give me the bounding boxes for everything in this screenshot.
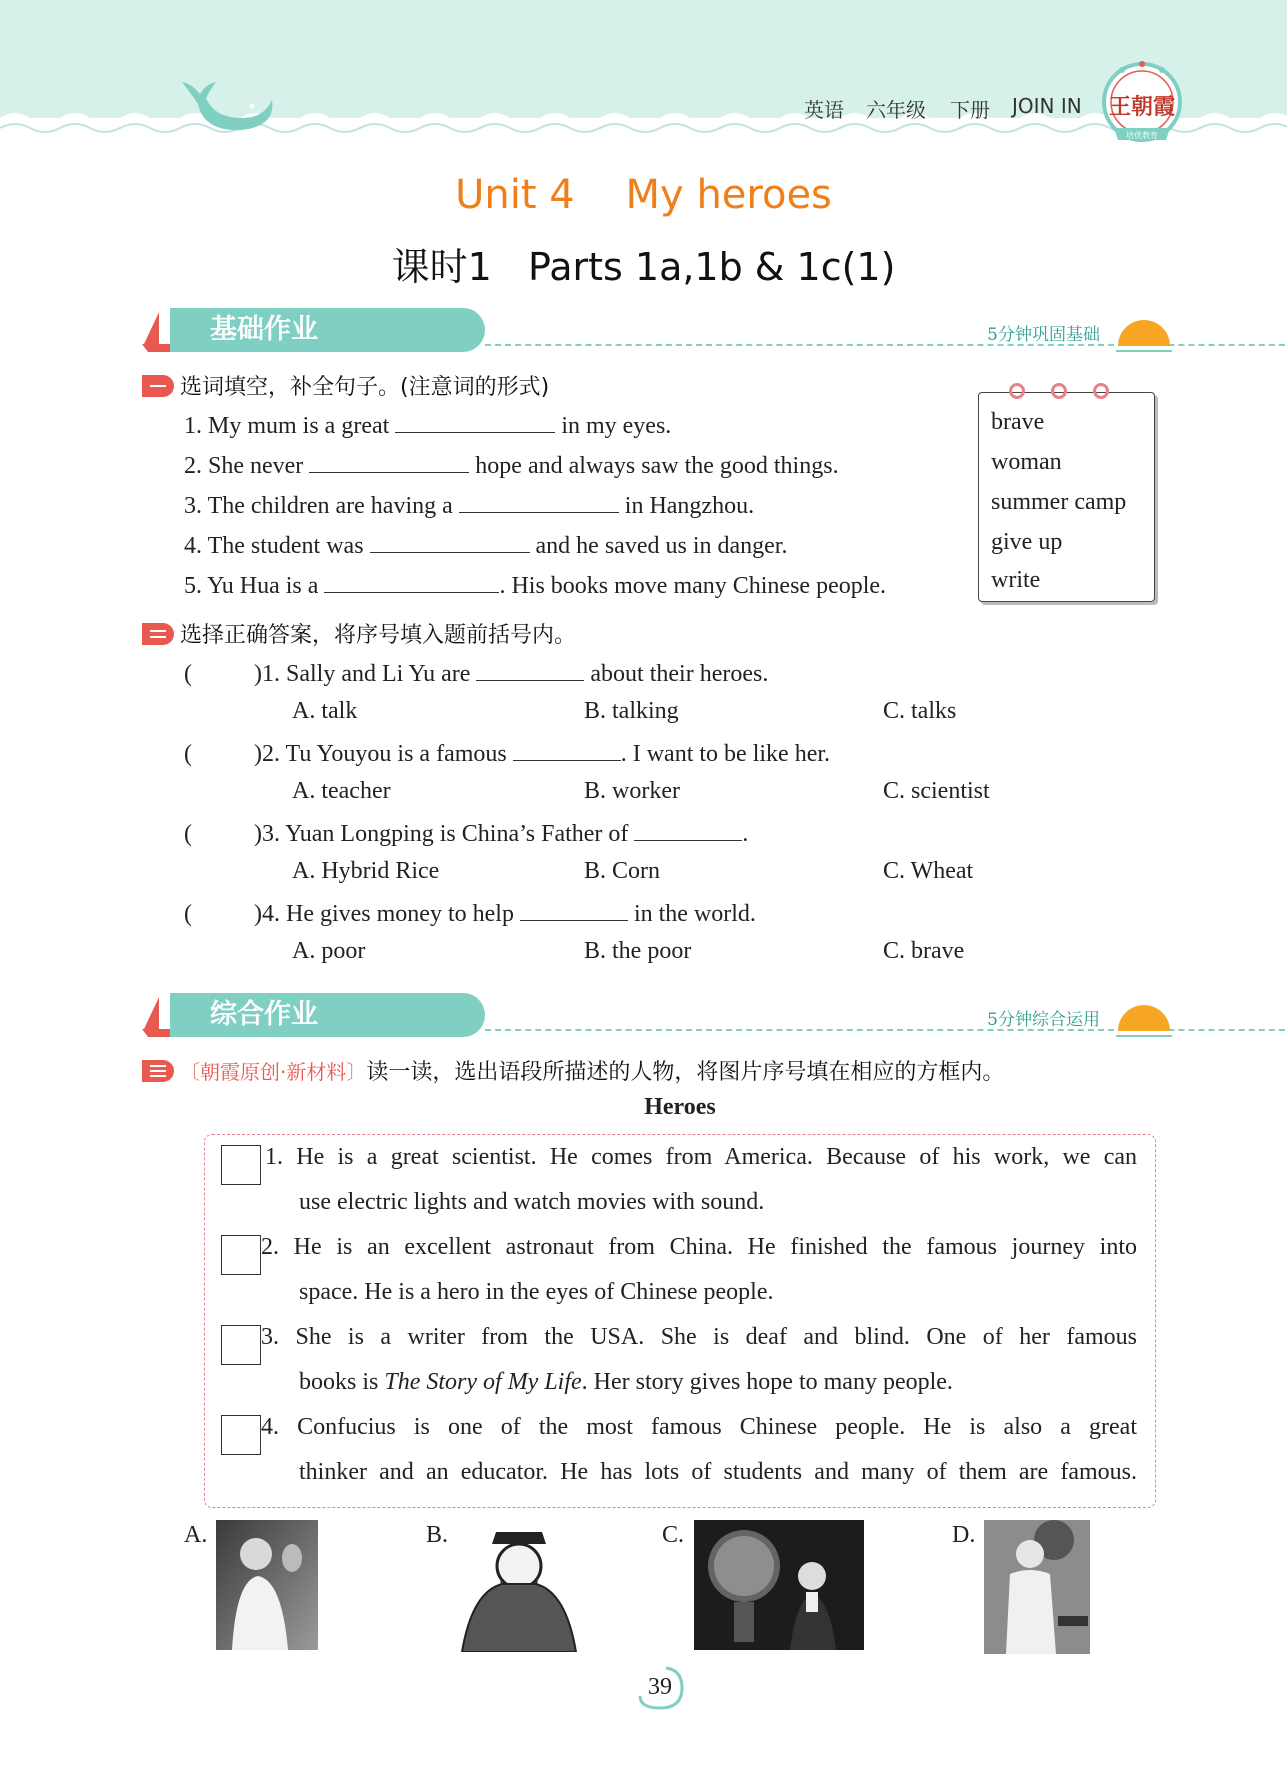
- q2-item-2-stem: )2. Tu Youyou is a famous: [254, 741, 507, 767]
- passage-1-line2: use electric lights and watch movies with sound.: [299, 1189, 765, 1215]
- q2-item-3-option-b: B. Corn: [584, 858, 661, 884]
- q1-item-4-before: 4. The student was: [184, 533, 364, 559]
- header-subject: 英语: [804, 98, 844, 122]
- publisher-logo: [1100, 58, 1184, 150]
- passage-2-line2: space. He is a hero in the eyes of Chinese people.: [299, 1279, 774, 1305]
- answer-paren[interactable]: (: [184, 821, 192, 847]
- picture-label-a: A.: [184, 1522, 208, 1548]
- passage-2-line1: 2. He is an excellent astronaut from China. He finished the famous journey into: [261, 1234, 1137, 1260]
- picture-a-helen-keller: [216, 1520, 318, 1650]
- q1-item-1-before: 1. My mum is a great: [184, 413, 390, 439]
- passage-4-line1: 4. Confucius is one of the most famous Chinese people. He is also a great: [261, 1414, 1137, 1440]
- section-title-basic: 基础作业: [170, 308, 485, 352]
- q1-item-3-blank[interactable]: [459, 490, 619, 513]
- q1-header: [142, 370, 549, 401]
- q2-item-2-option-b: B. worker: [584, 778, 680, 804]
- answer-box-2[interactable]: [221, 1235, 261, 1275]
- answer-paren[interactable]: (: [184, 741, 192, 767]
- q2-item-2-option-a: A. teacher: [292, 778, 391, 804]
- q2-item-2: [184, 738, 830, 768]
- q1-item-1: [184, 410, 671, 440]
- q1-item-3-before: 3. The children are having a: [184, 493, 453, 519]
- q2-header: [142, 618, 576, 649]
- q2-item-1-stem-after: about their heroes.: [590, 661, 769, 687]
- word-bank-item: woman: [991, 449, 1062, 475]
- q1-item-2-before: 2. She never: [184, 453, 304, 479]
- q2-item-2-blank: [513, 738, 621, 761]
- sunrise-line: [1116, 350, 1172, 352]
- logo-subtext: 培优教育: [1126, 131, 1158, 140]
- binder-ring-icon: [1009, 383, 1025, 399]
- q3-tag: 〔朝霞原创·新材料〕: [180, 1060, 367, 1084]
- q2-item-2-option-c: C. scientist: [883, 778, 990, 804]
- picture-c-edison: [694, 1520, 864, 1650]
- section-banner-comprehensive: [140, 993, 1180, 1037]
- word-bank-item: give up: [991, 529, 1063, 555]
- picture-label-d: D.: [952, 1522, 976, 1548]
- q1-item-5-blank[interactable]: [324, 570, 499, 593]
- binder-ring-icon: [1093, 383, 1109, 399]
- q2-item-1-stem: )1. Sally and Li Yu are: [254, 661, 471, 687]
- picture-d-astronaut: [984, 1520, 1090, 1654]
- q2-item-1-option-a: A. talk: [292, 698, 358, 724]
- q2-item-3-stem-after: .: [742, 821, 749, 847]
- q1-item-4: [184, 530, 787, 560]
- passage-4-line2: thinker and an educator. He has lots of students and many of them are famous.: [299, 1459, 1137, 1485]
- q1-number-badge: [142, 375, 174, 397]
- section-subtitle-comprehensive: 5分钟综合运用: [987, 1010, 1100, 1030]
- word-bank-item: summer camp: [991, 489, 1127, 515]
- q2-item-3-stem: )3. Yuan Longping is China’s Father of: [254, 821, 629, 847]
- section-banner-basic: [140, 308, 1180, 352]
- q2-instruction: 选择正确答案，将序号填入题前括号内。: [180, 623, 577, 648]
- q2-item-4-option-b: B. the poor: [584, 938, 692, 964]
- reading-heading: Heroes: [644, 1094, 716, 1120]
- sunrise-icon: [1118, 320, 1170, 346]
- passage-3-line2: [299, 1360, 953, 1405]
- picture-label-c: C.: [662, 1522, 685, 1548]
- passage-3-line2-before: books is: [299, 1369, 385, 1395]
- reading-passages-box: [204, 1134, 1156, 1508]
- q1-item-2: [184, 450, 839, 480]
- q1-item-5: [184, 570, 886, 600]
- q1-item-1-after: in my eyes.: [561, 413, 672, 439]
- q1-item-5-after: . His books move many Chinese people.: [499, 573, 887, 599]
- section-subtitle-basic: 5分钟巩固基础: [987, 325, 1100, 345]
- q2-number-badge: [142, 623, 174, 645]
- q2-item-4-option-a: A. poor: [292, 938, 366, 964]
- q3-number-badge: [142, 1060, 174, 1082]
- answer-box-1[interactable]: [221, 1145, 261, 1185]
- q1-item-4-blank[interactable]: [370, 530, 530, 553]
- unit-title: Unit 4 My heroes: [455, 172, 832, 218]
- picture-b-confucius: [456, 1520, 582, 1652]
- q1-item-2-after: hope and always saw the good things.: [475, 453, 839, 479]
- sunrise-icon: [1118, 1005, 1170, 1031]
- q1-item-1-blank[interactable]: [395, 410, 555, 433]
- q2-item-4-blank: [520, 898, 628, 921]
- q1-item-5-before: 5. Yu Hua is a: [184, 573, 319, 599]
- lesson-title: 课时1 Parts 1a,1b & 1c(1): [391, 245, 896, 289]
- sunrise-line: [1116, 1035, 1172, 1037]
- picture-label-b: B.: [426, 1522, 449, 1548]
- answer-paren[interactable]: (: [184, 901, 192, 927]
- header-series: JOIN IN: [1012, 94, 1082, 118]
- q1-instruction: 选词填空，补全句子。(注意词的形式): [180, 375, 550, 400]
- word-bank-item: brave: [991, 409, 1045, 435]
- q2-item-3-option-a: A. Hybrid Rice: [292, 858, 440, 884]
- logo-text: 王朝霞: [1108, 94, 1175, 120]
- q2-item-4-option-c: C. brave: [883, 938, 965, 964]
- word-bank: [978, 392, 1155, 602]
- passage-1-line1: 1. He is a great scientist. He comes from America. Because of his work, we can: [265, 1144, 1137, 1170]
- section-title-comprehensive: 综合作业: [170, 993, 485, 1037]
- q1-item-4-after: and he saved us in danger.: [535, 533, 788, 559]
- q2-item-3: [184, 818, 748, 848]
- q2-item-1-option-c: C. talks: [883, 698, 957, 724]
- q2-item-4-stem-after: in the world.: [633, 901, 756, 927]
- answer-box-4[interactable]: [221, 1415, 261, 1455]
- book-title: The Story of My Life: [384, 1369, 582, 1395]
- q3-header: [142, 1055, 1004, 1086]
- q2-item-4-stem: )4. He gives money to help: [254, 901, 514, 927]
- q2-item-1-blank: [476, 658, 584, 681]
- q2-item-3-option-c: C. Wheat: [883, 858, 974, 884]
- q2-item-1: [184, 658, 768, 688]
- header-grade: 六年级: [866, 98, 926, 122]
- whale-icon: [176, 76, 276, 132]
- q2-item-4: [184, 898, 756, 928]
- q1-item-3: [184, 490, 754, 520]
- word-bank-item: write: [991, 567, 1041, 593]
- header-volume: 下册: [950, 98, 990, 122]
- page-number: 39: [648, 1674, 672, 1700]
- binder-ring-icon: [1051, 383, 1067, 399]
- passage-3-line1: 3. She is a writer from the USA. She is deaf and blind. One of her famous: [261, 1324, 1137, 1350]
- q2-item-2-stem-after: . I want to be like her.: [620, 741, 831, 767]
- q3-instruction: 读一读，选出语段所描述的人物，将图片序号填在相应的方框内。: [366, 1060, 1005, 1085]
- q1-item-2-blank[interactable]: [309, 450, 469, 473]
- q2-item-1-option-b: B. talking: [584, 698, 679, 724]
- q2-item-3-blank: [634, 818, 742, 841]
- answer-box-3[interactable]: [221, 1325, 261, 1365]
- q1-item-3-after: in Hangzhou.: [624, 493, 755, 519]
- answer-paren[interactable]: (: [184, 661, 192, 687]
- passage-3-line2-after: . Her story gives hope to many people.: [581, 1369, 953, 1395]
